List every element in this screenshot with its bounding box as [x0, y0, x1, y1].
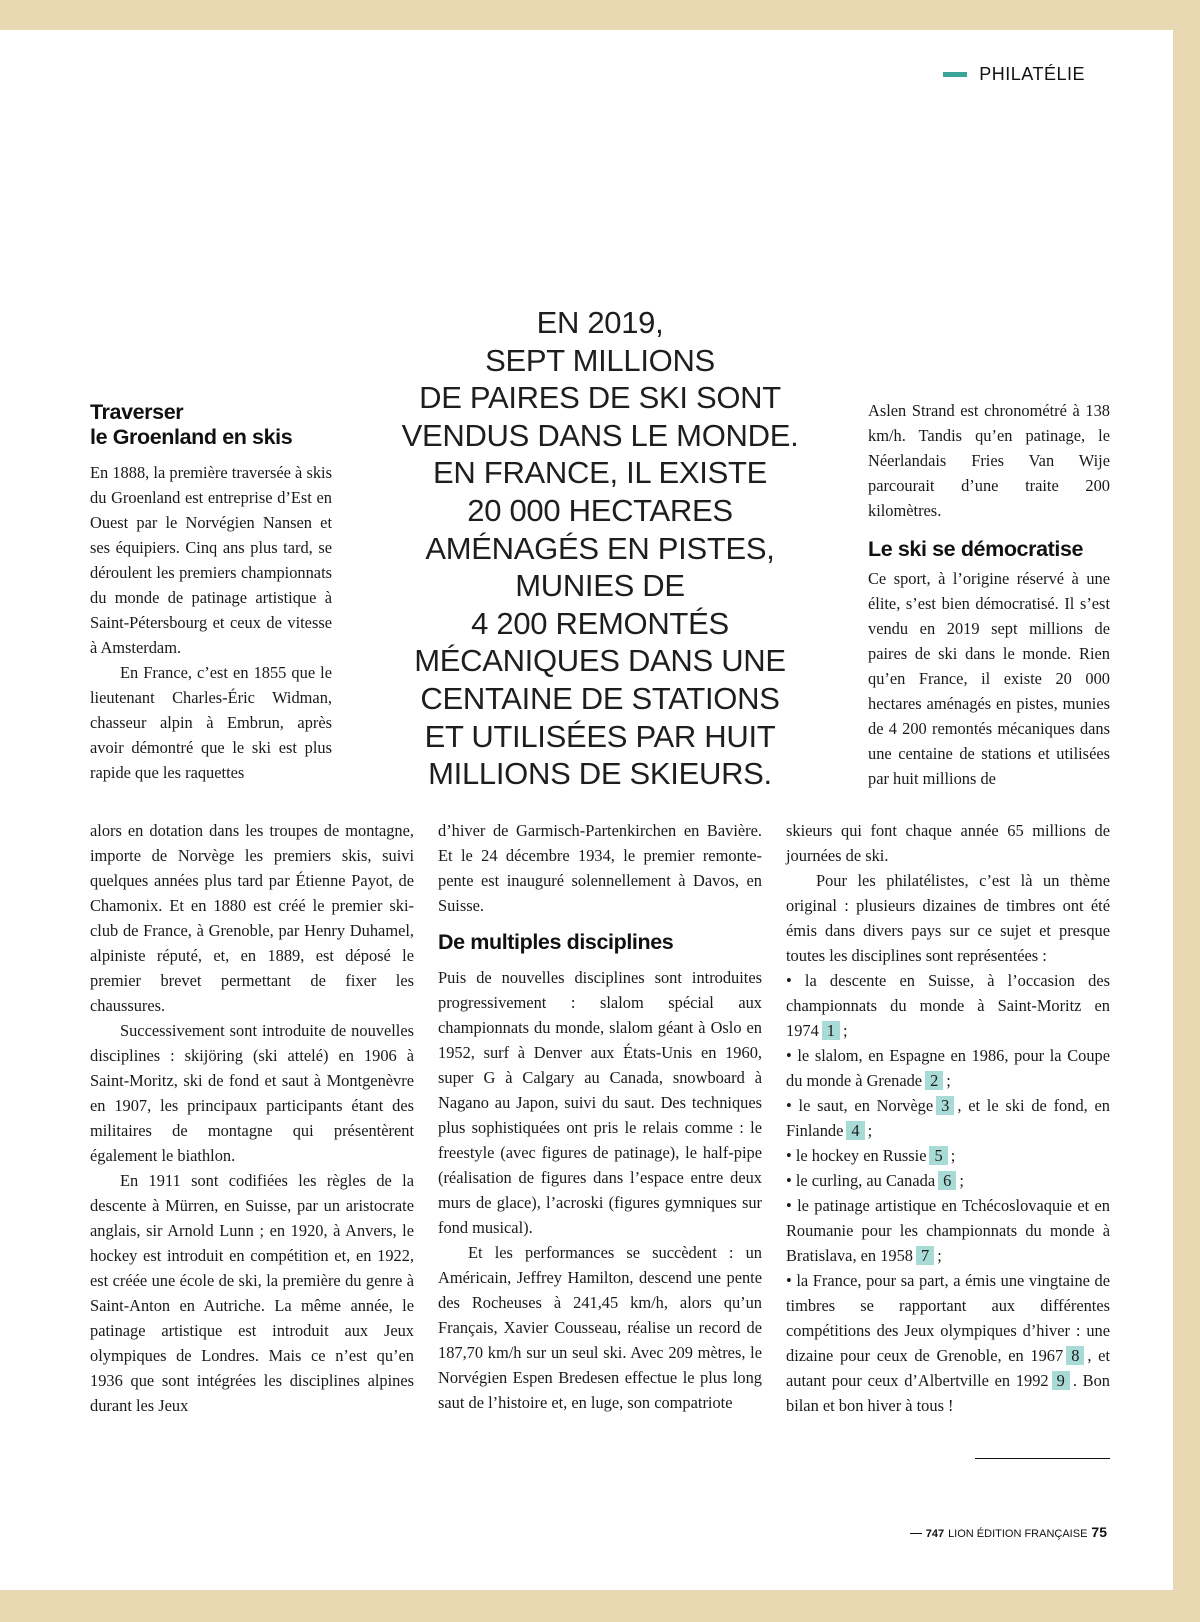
pull-quote — [370, 304, 830, 793]
paragraph: skieurs qui font chaque année 65 millions de journées de ski. — [786, 821, 1110, 865]
footer-publication: LION ÉDITION FRANÇAISE — [948, 1528, 1088, 1540]
stamp-ref-badge: 3 — [936, 1096, 954, 1115]
pull-quote-line: AMÉNAGÉS EN PISTES, — [425, 530, 775, 566]
page-number: 75 — [1091, 1524, 1107, 1540]
column-2 — [438, 818, 762, 1415]
footer-issue: 747 — [925, 1528, 945, 1540]
section-label: PHILATÉLIE — [979, 64, 1085, 84]
pull-quote-line: 4 200 REMONTÉS — [471, 605, 729, 641]
pull-quote-line: VENDUS DANS LE MONDE. — [401, 417, 799, 453]
bullet-item: • le patinage artistique en Tchécoslovaquie et en Roumanie pour les championnats du monde à Bratislava, en 1958 7 ; — [786, 1196, 1110, 1265]
pull-quote-line: ET UTILISÉES PAR HUIT — [424, 718, 776, 754]
paragraph: En 1888, la première traversée à skis du Groenland est entreprise d’Est en Ouest par le Norvégien Nansen et ses équipiers. Cinq ans plus tard, se déroulent les premiers championnats du monde de patinage artistique à Saint-Pétersbourg et ceux de vitesse à Amsterdam. — [90, 463, 332, 657]
pull-quote-line: EN FRANCE, IL EXISTE — [433, 455, 767, 491]
bullet-item: • la France, pour sa part, a émis une vingtaine de timbres se rapportant aux différentes compétitions des Jeux olympiques d’hiver : une dizaine pour ceux de Grenoble, en 1967 8 , et autant pour ceux d’Albertville en 1992 9 . Bon bilan et bon hiver à tous ! — [786, 1271, 1110, 1415]
stamp-ref-badge: 6 — [938, 1171, 956, 1190]
bullet-item: • le curling, au Canada 6 ; — [786, 1171, 964, 1190]
stamp-ref-badge: 5 — [929, 1146, 947, 1165]
heading-line: Traverser — [90, 400, 184, 424]
bullet-item: • la descente en Suisse, à l’occasion des championnats du monde à Saint-Moritz en 1974 1 ; — [786, 971, 1110, 1040]
stamp-ref-badge: 7 — [916, 1246, 934, 1265]
section-accent-bar — [943, 72, 967, 77]
heading-traverser — [90, 400, 332, 450]
section-header — [943, 64, 1085, 85]
heading-multiples-disciplines: De multiples disciplines — [438, 930, 674, 954]
stamp-ref-badge: 9 — [1052, 1371, 1070, 1390]
pull-quote-line: MÉCANIQUES DANS UNE — [414, 643, 786, 679]
stamp-ref-badge: 1 — [822, 1021, 840, 1040]
pull-quote-line: MUNIES DE — [515, 568, 685, 604]
paragraph: Successivement sont introduite de nouvelles disciplines : skijöring (ski attelé) en 1906 à Saint-Moritz, ski de fond et saut à Montgenèvre en 1907, les principaux participants étant des militaires de montagne qui présentèrent également le biathlon. — [90, 1021, 414, 1165]
bullet-item: • le saut, en Norvège 3 , et le ski de fond, en Finlande 4 ; — [786, 1096, 1110, 1140]
paragraph: En 1911 sont codifiées les règles de la descente à Mürren, en Suisse, par un aristocrate anglais, sir Arnold Lunn ; en 1920, à Anvers, le hockey est introduit en compétition et, en 1922, est créée une école de ski, la première du genre à Saint-Anton en Autriche. La même année, le patinage artistique est introduit aux Jeux olympiques de Londres. Mais ce n’est qu’en 1936 que sont intégrées les disciplines alpines durant les Jeux — [90, 1171, 414, 1415]
stamp-ref-badge: 2 — [925, 1071, 943, 1090]
paragraph: Pour les philatélistes, c’est là un thème original : plusieurs dizaines de timbres ont été émis dans divers pays sur ce sujet et presque toutes les disciplines sont représentées : — [786, 871, 1110, 965]
paragraph: Aslen Strand est chronométré à 138 km/h. Tandis qu’en patinage, le Néerlandais Fries Van Wije parcourait d’une traite 200 kilomètres. — [868, 401, 1110, 520]
paragraph: Puis de nouvelles disciplines sont introduites progressivement : slalom spécial aux championnats du monde, slalom géant à Oslo en 1952, surf à Denver aux États-Unis en 1960, super G à Calgary au Canada, snowboard à Nagano au Japon, suivi du saut. Des techniques plus sophistiquées ont pris le relais comme : le freestyle (avec figures de patinage), le half-pipe (réalisation de figures dans l’espace entre deux murs de glace), l’acroski (figures gymniques sur fond musical). — [438, 968, 762, 1237]
pull-quote-line: 20 000 HECTARES — [467, 492, 733, 528]
footer-dash — [910, 1533, 922, 1534]
column-3-bottom — [786, 818, 1110, 1418]
paragraph: Et les performances se succèdent : un Américain, Jeffrey Hamilton, descend une pente des Rocheuses à 241,45 km/h, alors qu’un Français, Xavier Cousseau, réalise un record de 187,70 km/h sur un seul ski. Avec 209 mètres, le Norvégien Espen Bredesen effectue le plus long saut de l’histoire et, en luge, son compatriote — [438, 1243, 762, 1412]
pull-quote-line: CENTAINE DE STATIONS — [420, 680, 780, 716]
paragraph: Ce sport, à l’origine réservé à une élite, s’est bien démocratisé. Il s’est vendu en 2019 sept millions de paires de ski dans le monde. Rien qu’en France, il existe 20 000 hectares aménagés en pistes, munies de 4 200 remontés mécaniques dans une centaine de stations et utilisées par huit millions de — [868, 569, 1110, 788]
magazine-page — [0, 30, 1173, 1590]
heading-ski-democratise: Le ski se démocratise — [868, 537, 1084, 561]
article-end-rule — [975, 1458, 1110, 1459]
paragraph: alors en dotation dans les troupes de montagne, importe de Norvège les premiers skis, suivi quelques années plus tard par Étienne Payot, de Chamonix. Et en 1880 est créé le premier ski-club de France, à Grenoble, par Henry Duhamel, alpiniste réputé, et, en 1889, est déposé le premier brevet permettant de fixer les chaussures. — [90, 821, 414, 1015]
stamp-ref-badge: 4 — [846, 1121, 864, 1140]
page-footer — [910, 1524, 1107, 1540]
paragraph: d’hiver de Garmisch-Partenkirchen en Bavière. Et le 24 décembre 1934, le premier remonte-pente est inauguré solennellement à Davos, en Suisse. — [438, 821, 762, 915]
stamp-ref-badge: 8 — [1066, 1346, 1084, 1365]
pull-quote-line: MILLIONS DE SKIEURS. — [428, 756, 772, 792]
heading-line: le Groenland en skis — [90, 425, 293, 449]
paragraph: En France, c’est en 1855 que le lieutenant Charles-Éric Widman, chasseur alpin à Embrun, après avoir démontré que le ski est plus rapide que les raquettes — [90, 663, 332, 782]
column-1-bottom — [90, 818, 414, 1418]
bullet-item: • le hockey en Russie 5 ; — [786, 1146, 956, 1165]
pull-quote-line: EN 2019, — [536, 305, 664, 340]
column-3-top — [868, 398, 1110, 791]
pull-quote-line: DE PAIRES DE SKI SONT — [419, 380, 781, 416]
bullet-item: • le slalom, en Espagne en 1986, pour la Coupe du monde à Grenade 2 ; — [786, 1046, 1110, 1090]
pull-quote-line: SEPT MILLIONS — [485, 342, 715, 378]
column-1-top — [90, 400, 332, 785]
